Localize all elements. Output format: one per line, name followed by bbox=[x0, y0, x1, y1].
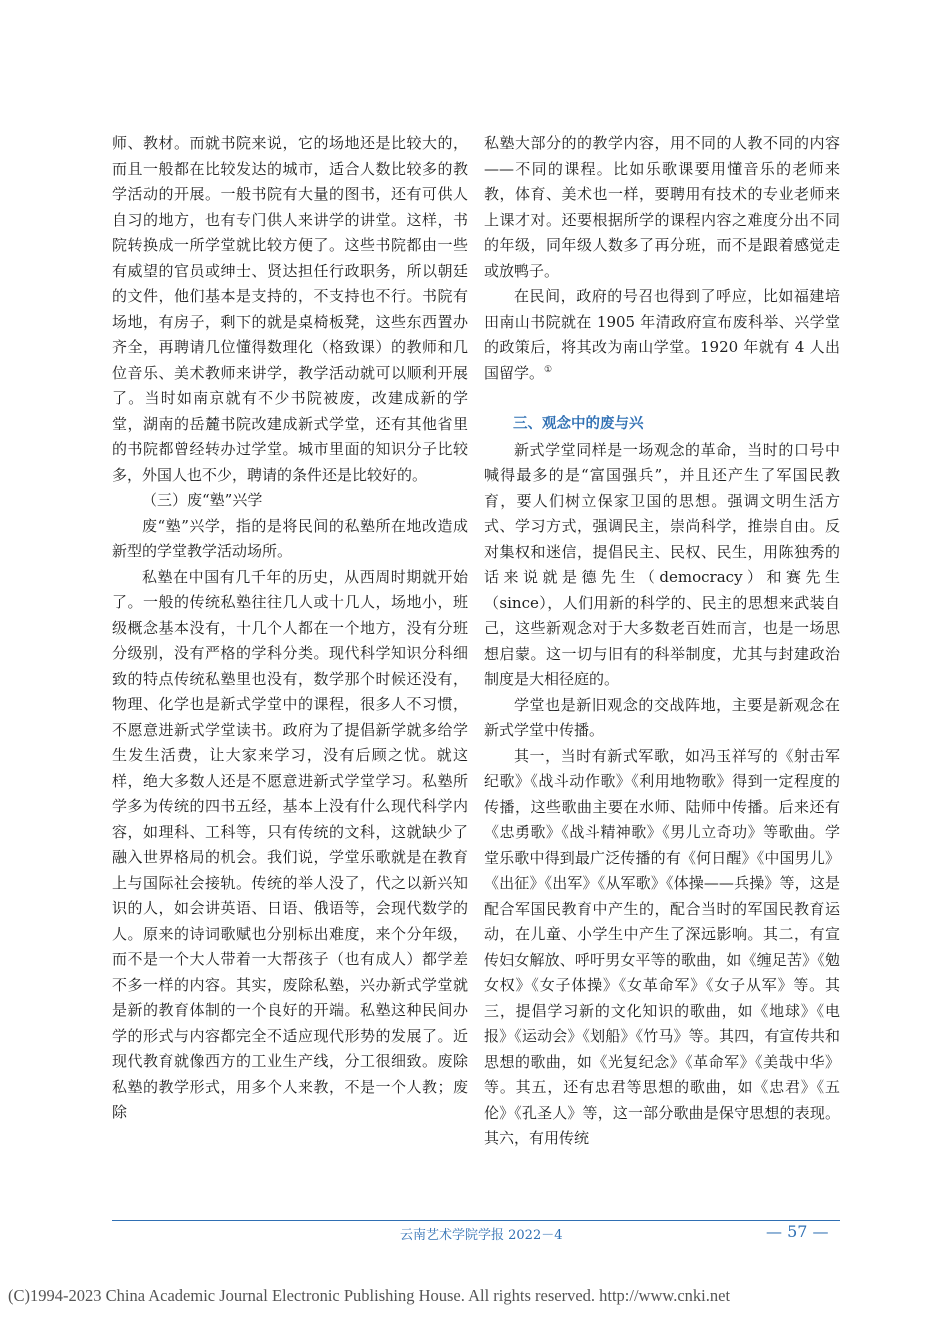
left-column bbox=[112, 131, 468, 1126]
right-paragraph-2 bbox=[484, 284, 840, 386]
left-paragraph-1: 师、教材。而就书院来说，它的场地还是比较大的，而且一般都在比较发达的城市，适合人数比较多的教学活动的开展。一般书院有大量的图书，还有可供人自习的地方，也有专门供人来讲学的讲堂。这样，书院转换成一所学堂就比较方便了。这些书院都由一些有威望的官员或绅士、贤达担任行政职务，所以朝廷的文件，他们基本是支持的，不支持也不行。书院有场地，有房子，剩下的就是桌椅板凳，这些东西置办齐全，再聘请几位懂得数理化（格致课）的教师和几位音乐、美术教师来讲学，教学活动就可以顺利开展了。当时如南京就有不少书院被废，改建成新的学堂，湖南的岳麓书院改建成新式学堂，还有其他省里的书院都曾经转办过学堂。城市里面的知识分子比较多，外国人也不少，聘请的条件还是比较好的。 bbox=[112, 134, 468, 484]
footer-journal-name: 云南艺术学院学报 2022－4 bbox=[400, 1228, 563, 1243]
right-paragraph-3: 新式学堂同样是一场观念的革命，当时的口号中喊得最多的是“富国强兵”，并且还产生了军国民教育，要人们树立保家卫国的思想。强调文明生活方式、学习方式，强调民主，崇尚科学，推崇自由。反对集权和迷信，提倡民主、民权、民生，用陈独秀的话来说就是德先生（democracy）和赛先生（since），人们用新的科学的、民主的思想来武装自己，这些新观念对于大多数老百姓而言，也是一场思想启蒙。这一切与旧有的科举制度，尤其与封建政治制度是大相径庭的。 bbox=[484, 440, 840, 688]
footnote-marker[interactable]: ① bbox=[544, 364, 553, 375]
right-paragraph-4: 学堂也是新旧观念的交战阵地，主要是新观念在新式学堂中传播。 bbox=[484, 695, 840, 739]
right-paragraph-5: 其一，当时有新式军歌，如冯玉祥写的《射击军纪歌》《战斗动作歌》《利用地物歌》得到一定程度的传播，这些歌曲主要在水师、陆师中传播。后来还有《忠勇歌》《战斗精神歌》《男儿立奇功》等歌曲。学堂乐歌中得到最广泛传播的有《何日醒》《中国男儿》《出征》《出军》《从军歌》《体操——兵操》等，这是配合军国民教育中产生的，配合当时的军国民教育运动，在儿童、小学生中产生了深远影响。其二，有宣传妇女解放、呼吁男女平等的歌曲，如《缠足苦》《勉女权》《女子体操》《女革命军》《女子从军》等。其三，提倡学习新的文化知识的歌曲，如《地球》《电报》《运动会》《划船》《竹马》等。其四，有宣传共和思想的歌曲，如《光复纪念》《革命军》《美哉中华》等。其五，还有忠君等思想的歌曲，如《忠君》《五伦》《孔圣人》等，这一部分歌曲是保守思想的表现。其六，有用传统 bbox=[484, 746, 840, 1147]
footer-divider bbox=[112, 1220, 840, 1221]
section-heading: 三、观念中的废与兴 bbox=[513, 416, 644, 432]
left-paragraph-2: 废“塾”兴学，指的是将民间的私塾所在地改造成新型的学堂教学活动场所。 bbox=[112, 516, 468, 560]
copyright-notice: (C)1994-2023 China Academic Journal Electronic Publishing House. All rights reserved. http://www.cnki.net bbox=[8, 1286, 731, 1305]
footer-page-number: — 57 — bbox=[766, 1222, 829, 1241]
right-paragraph-1: 私塾大部分的的教学内容，用不同的人教不同的内容——不同的课程。比如乐歌课要用懂音乐的老师来教，体育、美术也一样，要聘用有技术的专业老师来上课才对。还要根据所学的课程内容之难度分出不同的年级，同年级人数多了再分班，而不是跟着感觉走或放鸭子。 bbox=[484, 134, 840, 280]
right-column bbox=[484, 131, 840, 1152]
left-paragraph-3: 私塾在中国有几千年的历史，从西周时期就开始了。一般的传统私塾往往几人或十几人，场地小，班级概念基本没有，十几个人都在一个地方，没有分班分级别，没有严格的学科分类。现代科学知识分科细致的特点传统私塾里也没有，数学那个时候还没有，物理、化学也是新式学堂中的课程，很多人不习惯，不愿意进新式学堂读书。政府为了提倡新学就多给学生发生活费，让大家来学习，没有后顾之忧。就这样，绝大多数人还是不愿意进新式学堂学习。私塾所学多为传统的四书五经，基本上没有什么现代科学内容，如理科、工科等，只有传统的文科，这就缺少了融入世界格局的机会。我们说，学堂乐歌就是在教育上与国际社会接轨。传统的举人没了，代之以新兴知识的人，如会讲英语、日语、俄语等，会现代数学的人。原来的诗词歌赋也分别标出难度，来个分年级，而不是一个大人带着一大帮孩子（也有成人）都学差不多一样的内容。其实，废除私塾，兴办新式学堂就是新的教育体制的一个良好的开端。私塾这种民间办学的形式与内容都完全不适应现代形势的发展了。近现代教育就像西方的工业生产线，分工很细致。废除私塾的教学形式，用多个人来教，不是一个人教；废除 bbox=[112, 567, 468, 1121]
subheading-abolish-sishu: （三）废“塾”兴学 bbox=[142, 491, 263, 509]
right-paragraph-2-text: 在民间，政府的号召也得到了呼应，比如福建培田南山书院就在 1905 年清政府宣布废科举、兴学堂的政策后，将其改为南山学堂。1920 年就有 4 人出国留学。 bbox=[484, 287, 840, 382]
